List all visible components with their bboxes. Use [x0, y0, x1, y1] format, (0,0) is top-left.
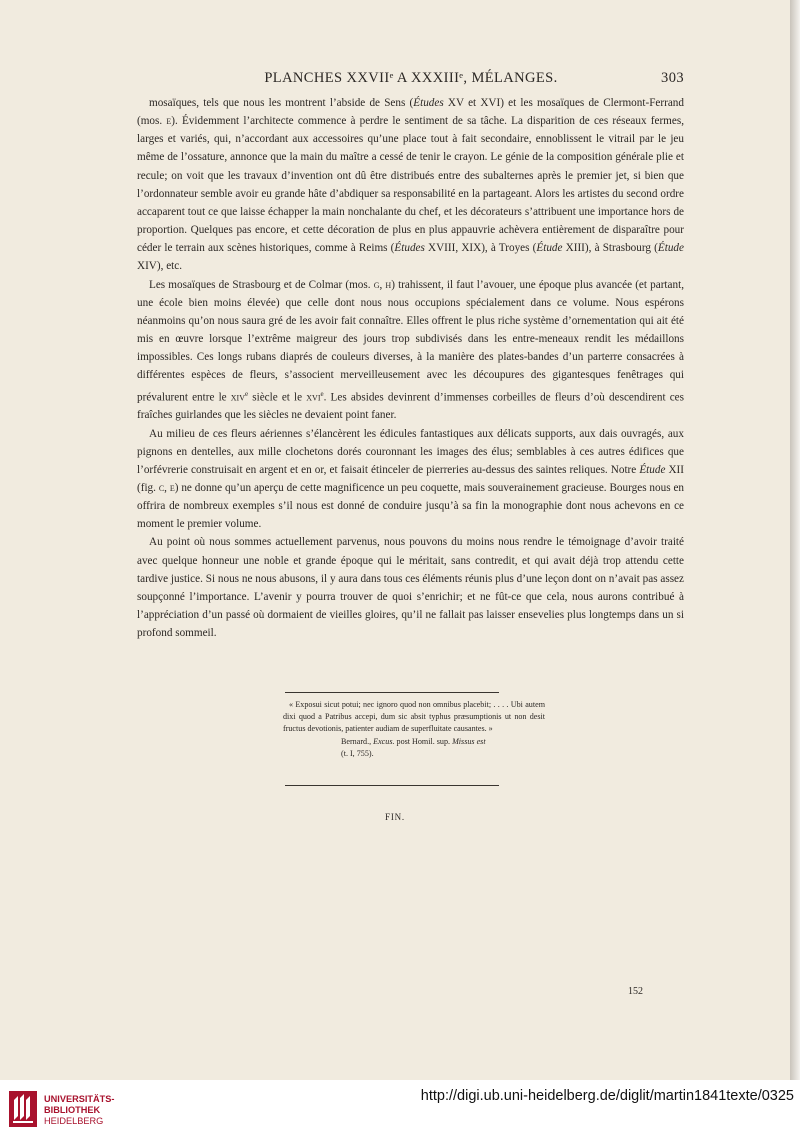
epigraph-attribution: Bernard., Excus. post Homil. sup. Missus est	[341, 736, 486, 746]
paragraph: Au milieu de ces fleurs aériennes s’élancèrent les édicules fantastiques aux délicats supports, aux dais ouvragés, aux pignons en dentelles, aux mille clochetons dorés couronnant les images des élus; semblables à ces autres édifices que l’orfévrerie construisait en argent et en or, et faisait étinceler de pierreries au-dessus des saintes reliques. Notre Étude XII (fig. c, e) ne donne qu’un aperçu de cette magnificence un peu coquette, mais souverainement gracieuse. Bourges nous en offrira de nombreux exemples s’il nous est donné de conduire jusqu’à sa fin la monographie dont nous achevons en ce moment le premier volume.	[137, 427, 685, 531]
running-head	[138, 70, 684, 90]
epigraph	[283, 699, 545, 760]
sheet-number: 152	[628, 986, 643, 997]
epigraph-reference: (t. I, 755).	[341, 748, 374, 758]
paragraph: mosaïques, tels que nous les montrent l’abside de Sens (Études XV et XVI) et les mosaïques de Clermont-Ferrand (mos. e). Évidemment l’architecte commence à perdre le sentiment de sa tâche. La disparition de ces réseaux fermes, larges et variés, qui, n’accordant aux accessoires qu’une place tout à fait secondaire, ennoblissent le vitrail par le jeu même de l’ossature, annonce que la main du maître a cessé de tenir le crayon. Le génie de la composition générale plie et recule; on voit que les travaux d’invention ont dû être distribués entre des subalternes après le premier jet, si bien que l’ordonnateur semble avoir eu grande hâte d’abdiquer sa responsabilité en la partageant. Alors les artistes du second ordre accaparent tout ce que laisse échapper la main nonchalante du chef, et les décorateurs s’attribuent une importance hors de proportion. Quelques pas encore, et cette décoration de plus en plus appauvrie achèvera entièrement de disparaître pour céder le terrain aux scènes historiques, comme à Reims (Études XVIII, XIX), à Troyes (Étude XIII), à Strasbourg (Étude XIV), etc.	[137, 97, 685, 273]
epigraph-rule-top	[285, 692, 499, 693]
epigraph-rule-bottom	[285, 785, 499, 786]
running-title: PLANCHES XXVIIᵉ A XXXIIIᵉ, MÉLANGES.	[264, 70, 558, 86]
fin-label: FIN.	[385, 812, 405, 822]
library-name[interactable]: UNIVERSITÄTS- BIBLIOTHEK HEIDELBERG	[44, 1094, 115, 1126]
paragraph: Les mosaïques de Strasbourg et de Colmar (mos. g, h) trahissent, il faut l’avouer, une époque plus avancée (et partant, une école bien moins élevée) que celle dont nous nous occupions spécialement dans ce volume. Nous espérons néanmoins qu’on nous saura gré de les avoir fait connaître. Elles offrent le plus riche système d’ornementation qui ait été mis en œuvre lorsque l’extrême maigreur des jours trop subdivisés dans les entre-meneaux rendit les médaillons impossibles. Ces longs rubans diaprés de couleurs diverses, à la manière des plates-bandes d’un parterre consacrées à différentes espèces de fleurs, s’associent merveilleusement avec les découpures des gigantesques fenêtrages qui prévalurent entre le xiv$^e$ siècle et le xvi$^e$. Les absides devinrent d’immenses corbeilles de fleurs d’où descendirent ces fraîches guirlandes que les siècles ne devaient point faner.	[137, 278, 685, 422]
page-edge-shadow	[790, 0, 800, 1080]
heidelberg-university-library-logo-icon[interactable]	[8, 1090, 38, 1128]
body-text	[137, 94, 684, 642]
paragraph: Au point où nous sommes actuellement parvenus, nous pouvons du moins nous rendre le témoignage d’avoir traité avec quelque honneur une noble et grande époque qui le méritait, sans contredit, et qui avait déjà trop attendu cette tardive justice. Si nous ne nous abusons, il y aura dans tous ces éléments réunis plus d’une leçon dont on n’avait pas assez soupçonné l’importance. L’avenir y pourra trouver de quoi s’enrichir; et ne fût-ce que cela, nous aurons contribué à l’appréciation d’un passé où dormaient de vieilles gloires, qu’il ne fallait pas laisser ensevelies plus longtemps dans un si profond sommeil.	[137, 536, 684, 640]
page-number: 303	[661, 70, 684, 86]
epigraph-text: « Exposui sicut potui; nec ignoro quod non omnibus placebit; . . . . Ubi autem dixi quod a Patribus accepi, dum sic absit typhus præsumptionis ut non desit fructus devotionis, patienter audiam de superfluitate causantes. »	[283, 700, 545, 734]
source-url-link[interactable]: http://digi.ub.uni-heidelberg.de/diglit/martin1841texte/0325	[420, 1088, 794, 1104]
